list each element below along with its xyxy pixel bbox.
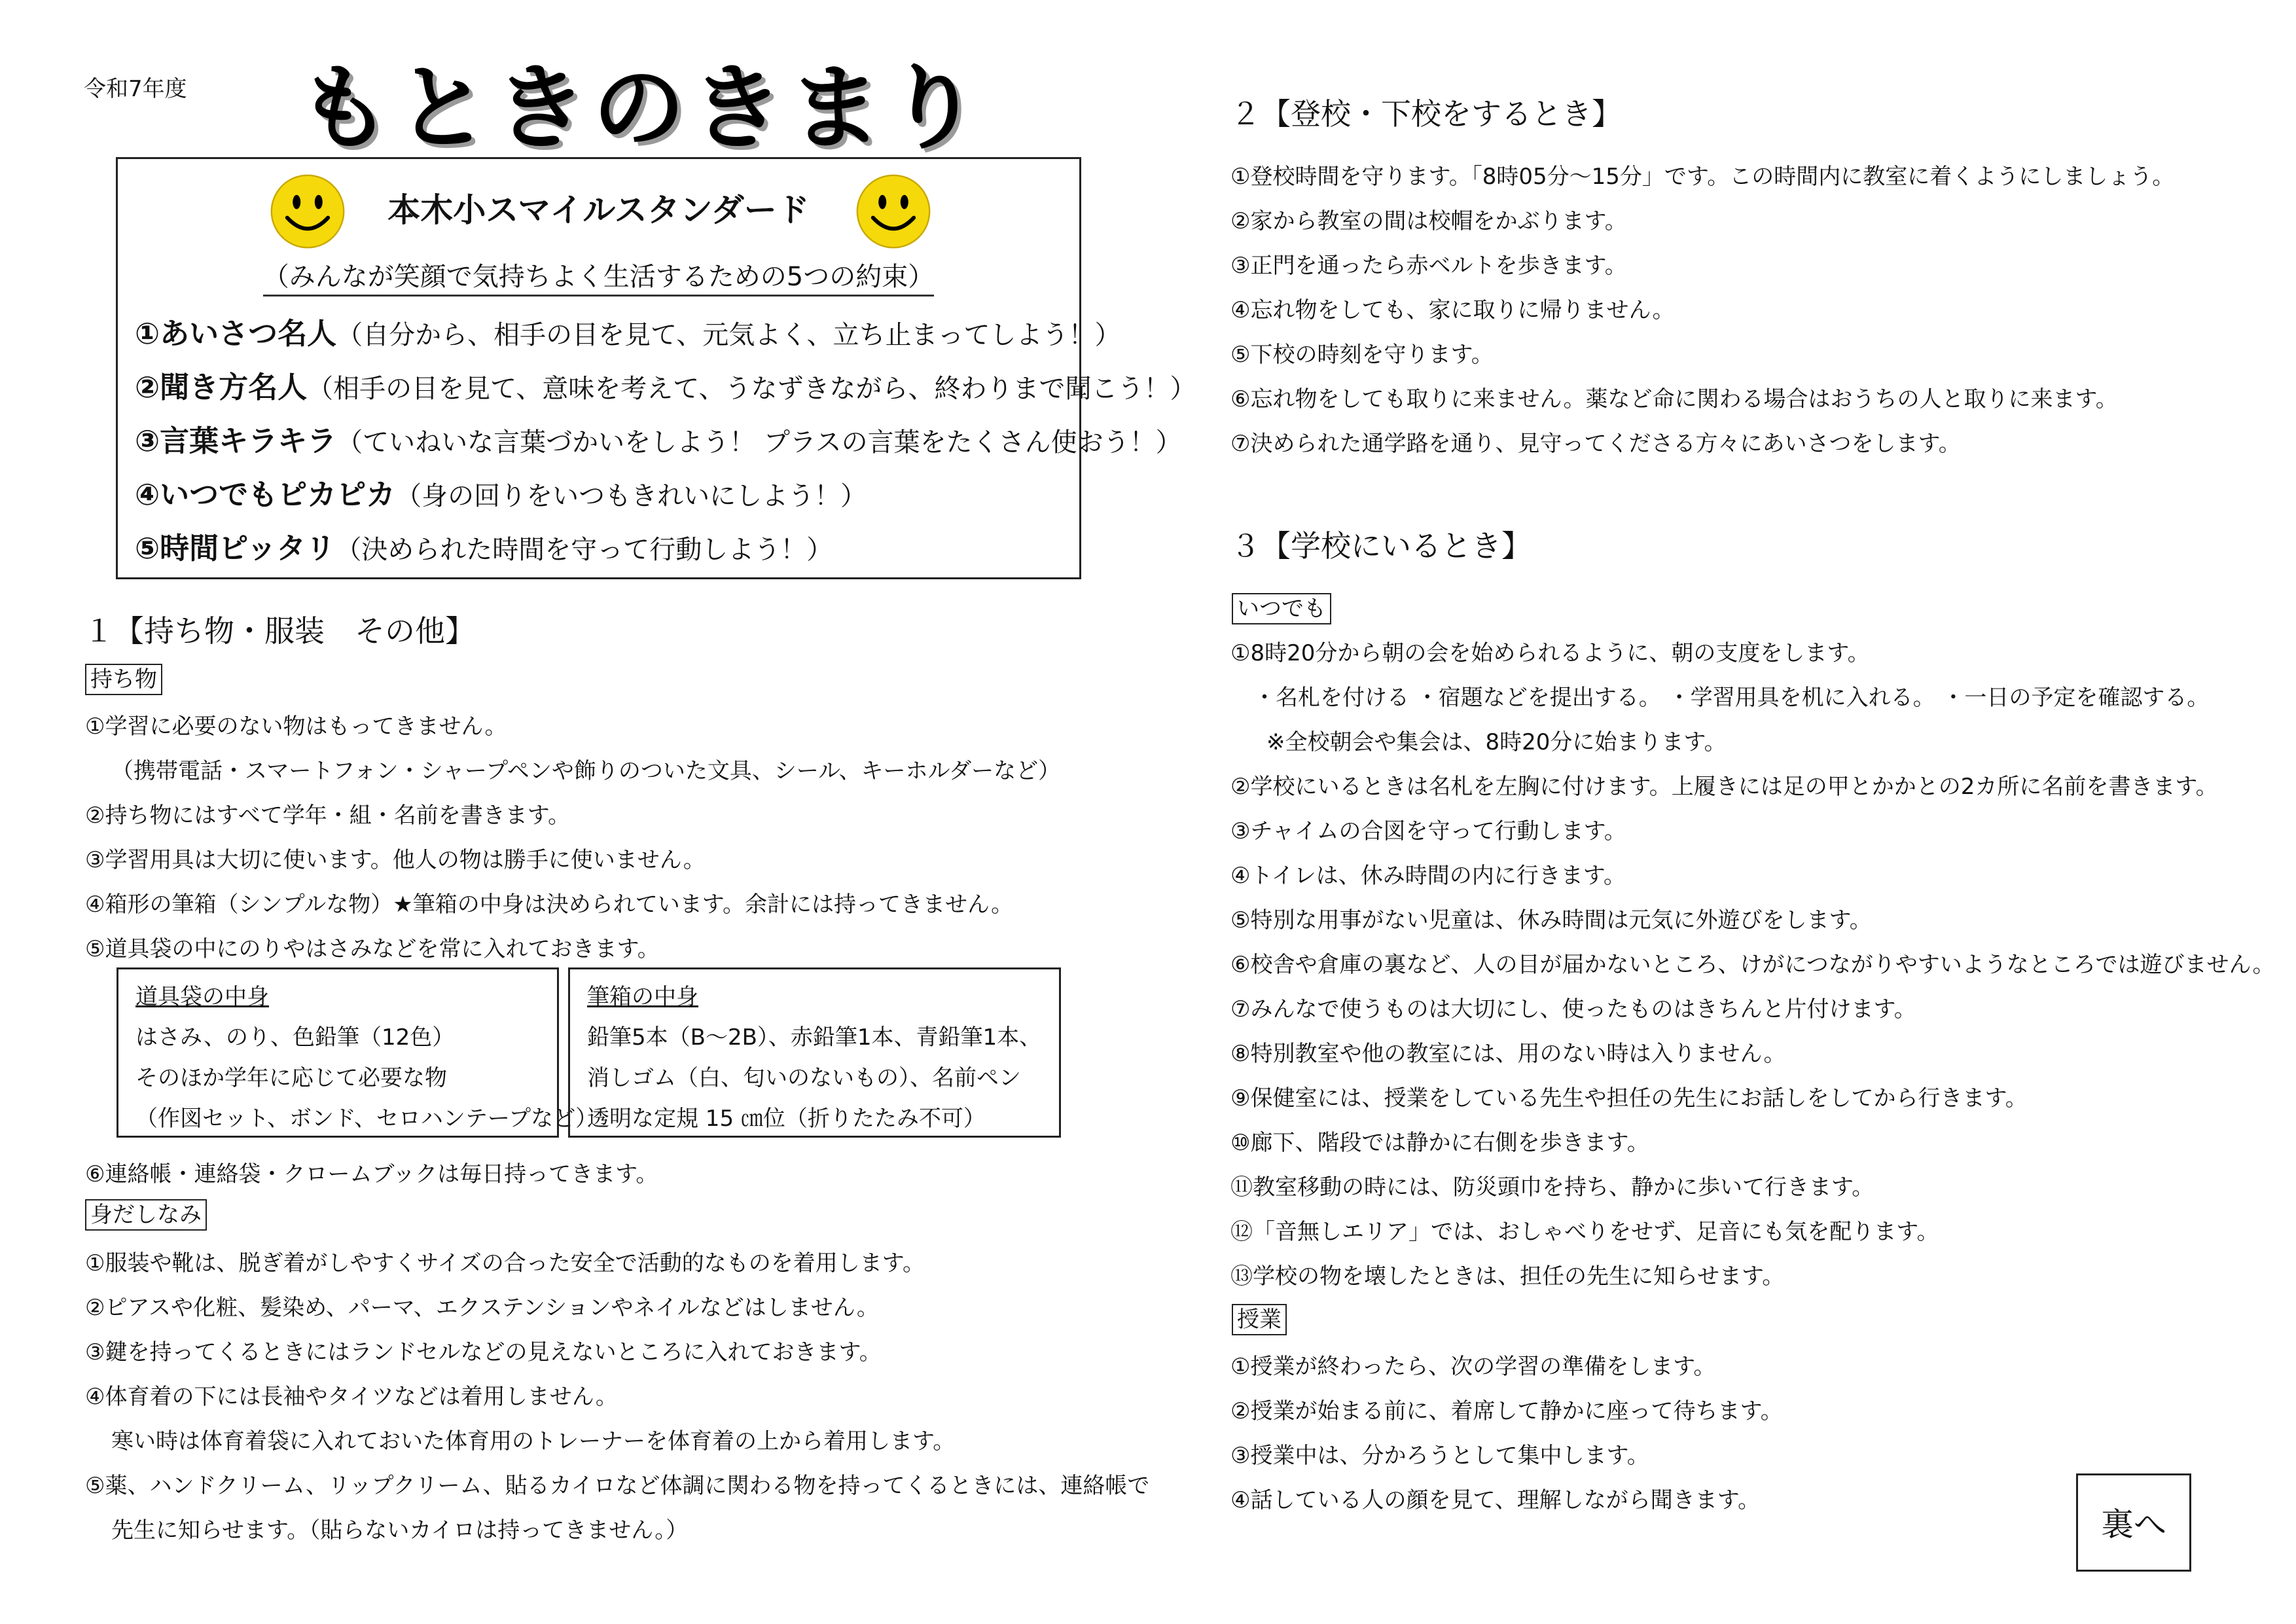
rule-item: ⑩廊下、階段では静かに右側を歩きます。 bbox=[1230, 1130, 1649, 1156]
rule-item: ④トイレは、休み時間の内に行きます。 bbox=[1230, 863, 1626, 889]
rule-item: ・名札を付ける ・宿題などを提出する。 ・学習用具を机に入れる。 ・一日の予定を確認する。 bbox=[1253, 685, 2210, 711]
rule-item: ④箱形の筆箱（シンプルな物）★筆箱の中身は決められています。余計には持ってきません。 bbox=[85, 892, 1014, 918]
page-title: もときのきまり bbox=[298, 54, 985, 162]
rule-item: ②ピアスや化粧、髪染め、パーマ、エクステンションやネイルなどはしません。 bbox=[85, 1295, 879, 1321]
rule-item: ①登校時間を守ります。「8時05分～15分」です。この時間内に教室に着くようにしましょう。 bbox=[1230, 164, 2175, 190]
turn-over-box: 裏へ bbox=[2076, 1473, 2191, 1572]
rule-item: ①学習に必要のない物はもってきません。 bbox=[85, 713, 507, 740]
rule-item: ①8時20分から朝の会を始められるように、朝の支度をします。 bbox=[1230, 640, 1870, 666]
rule-item: ⑤道具袋の中にのりやはさみなどを常に入れておきます。 bbox=[85, 936, 660, 962]
smile-standard-title: 本木小スマイルスタンダード bbox=[387, 191, 810, 229]
box-title: 道具袋の中身 bbox=[135, 984, 269, 1010]
rule-item: ③チャイムの合図を守って行動します。 bbox=[1230, 818, 1626, 844]
box-line: 鉛筆5本（B～2B）、赤鉛筆1本、青鉛筆1本、 bbox=[587, 1024, 1042, 1051]
rule-item: ②家から教室の間は校帽をかぶります。 bbox=[1230, 208, 1627, 234]
midashinami-label: 身だしなみ bbox=[85, 1197, 207, 1229]
rule-item: ⑥校舎や倉庫の裏など、人の目が届かないところ、けがにつながりやすいようなところでは遊びません。 bbox=[1230, 952, 2275, 978]
rule-item: ⑦決められた通学路を通り、見守ってくださる方々にあいさつをします。 bbox=[1230, 431, 1961, 457]
section3-heading: ３【学校にいるとき】 bbox=[1230, 528, 1532, 564]
rule-item: 先生に知らせます。（貼らないカイロは持ってきません。） bbox=[111, 1517, 689, 1543]
rule-item: ②持ち物にはすべて学年・組・名前を書きます。 bbox=[85, 803, 571, 829]
rule-item: ⑧特別教室や他の教室には、用のない時は入りません。 bbox=[1230, 1041, 1786, 1067]
rule-item: ⑪教室移動の時には、防災頭巾を持ち、静かに歩いて行きます。 bbox=[1230, 1174, 1874, 1200]
rule-item: ⑬学校の物を壊したときは、担任の先生に知らせます。 bbox=[1230, 1263, 1785, 1290]
rule-item: ⑥連絡帳・連絡袋・クロームブックは毎日持ってきます。 bbox=[85, 1161, 658, 1187]
smile-standard-subtitle: （みんなが笑顔で気持ちよく生活するための5つの約束） bbox=[118, 256, 1079, 293]
rule-item: ③鍵を持ってくるときにはランドセルなどの見えないところに入れておきます。 bbox=[85, 1339, 882, 1365]
rule-item: 寒い時は体育着袋に入れておいた体育用のトレーナーを体育着の上から着用します。 bbox=[111, 1428, 956, 1454]
rule-item: ②授業が始まる前に、着席して静かに座って待ちます。 bbox=[1230, 1398, 1783, 1424]
standard-item: ⑤時間ピッタリ（決められた時間を守って行動しよう！） bbox=[135, 531, 833, 566]
rule-item: ③授業中は、分かろうとして集中します。 bbox=[1230, 1443, 1649, 1469]
rule-item: ③学習用具は大切に使います。他人の物は勝手に使いません。 bbox=[85, 847, 706, 873]
box-line: そのほか学年に応じて必要な物 bbox=[135, 1065, 447, 1091]
rule-item: ②学校にいるときは名札を左胸に付けます。上履きには足の甲とかかとの2カ所に名前を書きます。 bbox=[1230, 774, 2218, 800]
rule-item: ⑨保健室には、授業をしている先生や担任の先生にお話しをしてから行きます。 bbox=[1230, 1085, 2028, 1111]
section2-heading: ２【登校・下校をするとき】 bbox=[1230, 96, 1622, 132]
rule-item: ①服装や靴は、脱ぎ着がしやすくサイズの合った安全で活動的なものを着用します。 bbox=[85, 1250, 925, 1276]
rule-item: ⑦みんなで使うものは大切にし、使ったものはきちんと片付けます。 bbox=[1230, 996, 1916, 1022]
standard-item: ④いつでもピカピカ（身の回りをいつもきれいにしよう！） bbox=[135, 477, 867, 512]
rule-item: ※全校朝会や集会は、8時20分に始まります。 bbox=[1266, 729, 1727, 755]
box-title: 筆箱の中身 bbox=[587, 984, 698, 1010]
rule-item: ①授業が終わったら、次の学習の準備をします。 bbox=[1230, 1354, 1716, 1380]
standard-item: ②聞き方名人（相手の目を見て、意味を考えて、うなずきながら、終わりまで聞こう！） bbox=[135, 370, 1196, 405]
standard-item: ③言葉キラキラ（ていねいな言葉づかいをしよう！ プラスの言葉をたくさん使おう！） bbox=[135, 424, 1182, 458]
rule-item: ③正門を通ったら赤ベルトを歩きます。 bbox=[1230, 253, 1627, 279]
dougu-contents-box bbox=[117, 967, 598, 1138]
rule-item: ⑤特別な用事がない児童は、休み時間は元気に外遊びをします。 bbox=[1230, 907, 1872, 933]
section1-heading: １【持ち物・服装 その他】 bbox=[84, 613, 475, 649]
rule-item: ④話している人の顔を見て、理解しながら聞きます。 bbox=[1230, 1487, 1761, 1513]
smile-standard-box bbox=[116, 157, 1196, 579]
box-line: （作図セット、ボンド、セロハンテープなど） bbox=[135, 1106, 598, 1132]
box-line: 消しゴム（白、匂いのないもの）、名前ペン bbox=[587, 1065, 1021, 1091]
box-line: はさみ、のり、色鉛筆（12色） bbox=[135, 1024, 455, 1051]
rule-item: ④忘れ物をしても、家に取りに帰りません。 bbox=[1230, 297, 1675, 323]
school-year: 令和7年度 bbox=[84, 76, 187, 102]
rule-item: ④体育着の下には長袖やタイツなどは着用しません。 bbox=[85, 1384, 618, 1410]
rule-item: （携帯電話・スマートフォン・シャープペンや飾りのついた文具、シール、キーホルダーなど） bbox=[111, 758, 1061, 784]
fudebako-contents-box bbox=[568, 967, 1061, 1138]
standard-item: ①あいさつ名人（自分から、相手の目を見て、元気よく、立ち止まってしよう！） bbox=[135, 316, 1121, 351]
rule-item: ⑤下校の時刻を守ります。 bbox=[1230, 342, 1494, 368]
mochimono-label: 持ち物 bbox=[85, 661, 162, 693]
box-line: 透明な定規 15 ㎝位（折りたたみ不可） bbox=[587, 1106, 986, 1132]
jugyou-label: 授業 bbox=[1232, 1301, 1287, 1333]
itsudemo-label: いつでも bbox=[1232, 590, 1331, 623]
rule-item: ⑤薬、ハンドクリーム、リップクリーム、貼るカイロなど体調に関わる物を持ってくるときには、連絡帳で bbox=[85, 1473, 1150, 1499]
rule-item: ⑥忘れ物をしても取りに来ません。薬など命に関わる場合はおうちの人と取りに来ます。 bbox=[1230, 386, 2118, 412]
rule-item: ⑫「音無しエリア」では、おしゃべりをせず、足音にも気を配ります。 bbox=[1230, 1219, 1939, 1245]
